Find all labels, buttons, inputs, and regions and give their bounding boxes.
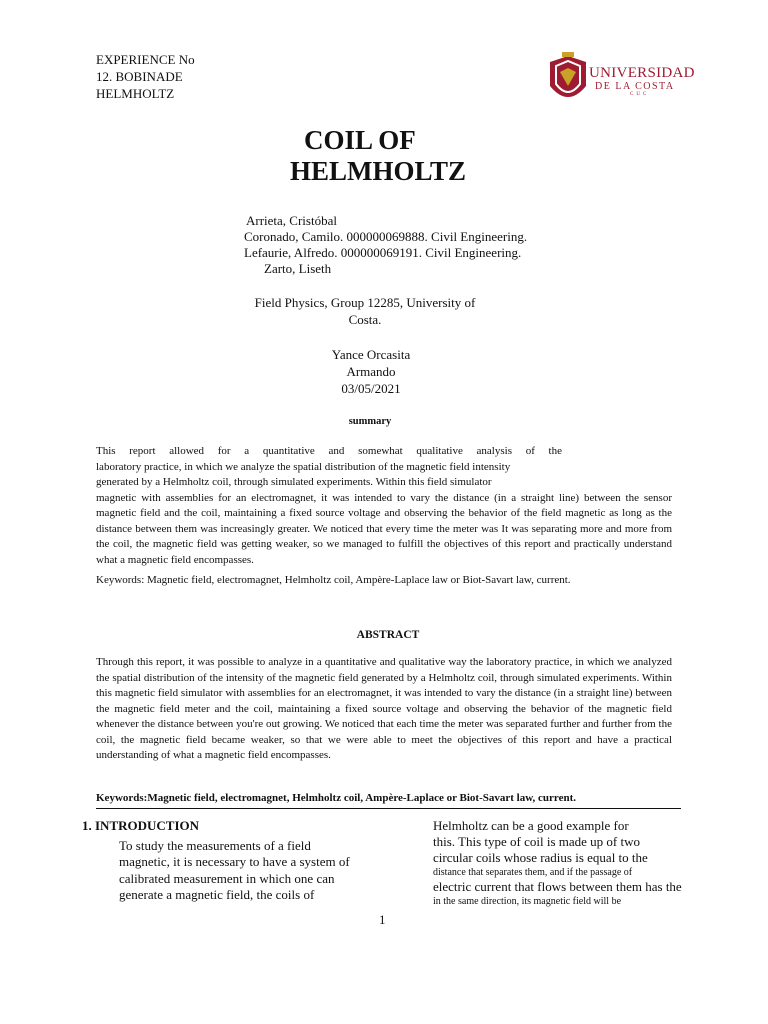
introduction-column-1 (119, 838, 374, 904)
logo-subtitle: DE LA COSTA (595, 81, 675, 92)
affiliation-line-1: Field Physics, Group 12285, University of (254, 295, 476, 310)
summary-line-1: This report allowed for a quantitative and somewhat qualitative analysis of the (96, 445, 562, 457)
author-1: Arrieta, Cristóbal (246, 213, 337, 228)
summary-body (96, 444, 672, 568)
logo-name: UNIVERSIDAD (589, 65, 695, 81)
date: 03/05/2021 (341, 381, 401, 396)
intro-col1-line: To study the measurements of a field (119, 838, 311, 853)
intro-col1-line: generate a magnetic field, the coils of (119, 887, 315, 903)
summary-line-2: laboratory practice, in which we analyze the spatial distribution of the magnetic field intensity (96, 460, 511, 473)
intro-col2-line-small: distance that separates them, and if the passage of (433, 867, 633, 878)
page-number: 1 (379, 912, 386, 927)
experience-label (96, 51, 256, 102)
teacher-line-1: Yance Orcasita (331, 347, 411, 362)
intro-col2-line: Helmholtz can be a good example for (433, 818, 629, 833)
title-line-2: HELMHOLTZ (290, 156, 467, 186)
summary-rest: magnetic with assemblies for an electromagnet, it was intended to vary the distance (in a straight line) between the sensor magnetic field and the coil, maintaining a fixed source voltage and observing the behavior of the field magnetic as long as the distance between them was increasingly greater. We noticed that every time the meter was It was separating more and more from the coil, the magnetic field was getting weaker, so we managed to fulfill the objectives of this report and practically understand what a magnetic field encompasses. (96, 491, 672, 566)
abstract-keywords: Keywords:Magnetic field, electromagnet, Helmholtz coil, Ampère-Laplace or Biot-Savart law, current. (96, 792, 577, 804)
title-line-1: COIL OF (304, 125, 416, 155)
author-2: Coronado, Camilo. 000000069888. Civil Engineering. (244, 229, 528, 244)
section-divider (96, 808, 681, 809)
introduction-column-2 (433, 818, 703, 908)
summary-heading: summary (348, 416, 392, 427)
experience-line-2: 12. BOBINADE (96, 69, 183, 84)
introduction-heading: 1. INTRODUCTION (82, 818, 200, 833)
logo-tiny-text: CUC (630, 92, 650, 97)
intro-col1-line: calibrated measurement in which one can (119, 870, 335, 886)
intro-col2-line-small: in the same direction, its magnetic field will be (433, 896, 622, 907)
experience-line-1: EXPERIENCE No (96, 52, 195, 67)
intro-col2-line: electric current that flows between them has the (433, 879, 682, 894)
teacher-line-2: Armando (346, 364, 396, 379)
affiliation (240, 294, 490, 328)
teacher (290, 346, 452, 380)
author-3: Lefaurie, Alfredo. 000000069191. Civil Engineering. (244, 245, 522, 260)
abstract-heading: ABSTRACT (356, 629, 420, 641)
abstract-body: Through this report, it was possible to analyze in a quantitative and qualitative way the laboratory practice, in which we analyzed the spatial distribution of the intensity of the magnetic field generated by a Helmholtz coil, through simulated experiments. Within this magnetic field simulator with assemblies for an electromagnet, it was intended to vary the distance (in a straight line) between the magnetic field meter and the coil, maintaining a fixed source voltage and observing the behavior of the magnetic field whenever the distance between you're out growing. We noticed that each time the meter was separated further and further from the coil, the magnetic field became weaker, so that we were able to meet the objectives of this report and have a practical understanding of what a magnetic field encompasses. (96, 656, 672, 761)
intro-col2-line: this. This type of coil is made up of two (433, 834, 641, 849)
summary-line-3: generated by a Helmholtz coil, through simulated experiments. Within this field simulator (96, 476, 492, 488)
author-4: Zarto, Liseth (264, 261, 332, 276)
experience-line-3: HELMHOLTZ (96, 86, 175, 101)
summary-keywords: Keywords: Magnetic field, electromagnet, Helmholtz coil, Ampère-Laplace law or Biot-Savart law, current. (96, 574, 571, 586)
affiliation-line-2: Costa. (348, 312, 382, 327)
intro-col1-line: magnetic, it is necessary to have a system of (119, 854, 350, 870)
intro-col2-line: circular coils whose radius is equal to the (433, 850, 648, 865)
